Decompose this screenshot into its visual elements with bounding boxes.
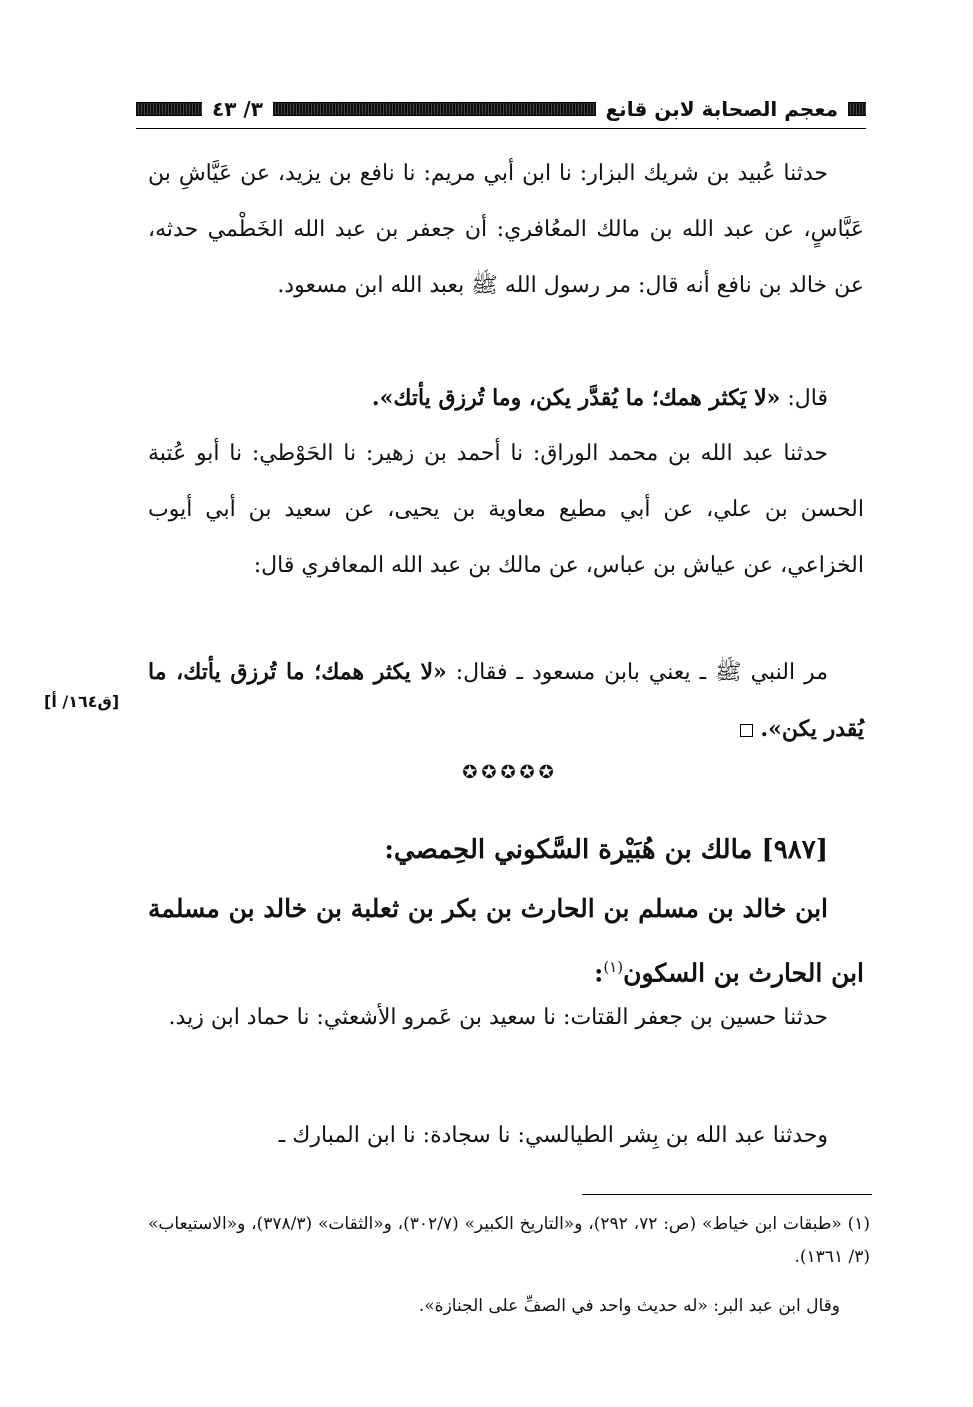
header-ornament-bar: [136, 102, 202, 116]
end-square-icon: [740, 724, 753, 737]
header-title: معجم الصحابة لابن قانع: [605, 97, 838, 121]
footnote-1: (١) «طبقات ابن خياط» (ص: ٧٢، ٢٩٢)، و«التاريخ الكبير» (٣٠٢/٧)، و«الثقات» (٣٧٨/٣)، و«الاستيعاب» (٣/ ١٣٦١).: [148, 1214, 871, 1267]
paragraph-isnad-1: حدثنا عُبيد بن شريك البزار: نا ابن أبي مريم: نا نافع بن يزيد، عن عَيَّاشِ بن عَبَّاسٍ، عن عبد الله بن مالك المعُافري: أن جعفر بن عبد الله الخَطْمي حدثه، عن خالد بن نافع أنه قال: مر رسول الله ﷺ بعبد الله ابن مسعود.: [148, 161, 864, 298]
paragraph-isnad-4: وحدثنا عبد الله بن بِشر الطيالسي: نا سجادة: نا ابن المبارك ـ: [278, 1123, 828, 1148]
header-ornament-bar: [848, 102, 866, 116]
entry-heading: [٩٨٧] مالك بن هُبَيْرة السَّكوني الحِمصي:: [384, 835, 828, 865]
lineage-end: :: [594, 958, 604, 988]
paragraph-isnad-2: حدثنا عبد الله بن محمد الوراق: نا أحمد بن زهير: نا الحَوْطي: نا أبو عُتبة الحسن بن علي، عن أبي مطيع معاوية بن يحيى، عن سعيد بن أبي أيوب الخزاعي، عن عياش بن عباس، عن مالك بن عبد الله المعافري قال:: [148, 441, 864, 578]
paragraph-isnad-3: حدثنا حسين بن جعفر القتات: نا سعيد بن عَمرو الأشعثي: نا حماد ابن زيد.: [168, 1005, 828, 1030]
lineage-text: ابن خالد بن مسلم بن الحارث بن بكر بن ثعلبة بن خالد بن مسلمة ابن الحارث بن السكون: [148, 894, 864, 988]
footnote-marker: (١): [603, 958, 624, 976]
footnote-rule: [582, 1194, 872, 1195]
quote-lead: مر النبي ﷺ ـ يعني بابن مسعود ـ فقال:: [446, 660, 828, 685]
footnote-1-continuation: وقال ابن عبد البر: «له حديث واحد في الصفِّ على الجنازة».: [418, 1296, 840, 1316]
entry-lineage: [148, 880, 864, 1002]
header-rule: [136, 128, 866, 129]
hadith-quote: «لا يَكثر همك؛ ما يُقدَّر يكن، وما تُرزق يأتك».: [371, 385, 781, 411]
hadith-quote: «لا يكثر همك؛ ما تُرزق يأتك، ما يُقدر يكن».: [148, 659, 864, 742]
running-header: [136, 94, 866, 124]
header-ornament-bar: [273, 102, 596, 116]
paragraph-quote-1: [148, 370, 864, 427]
manuscript-margin-ref: [ق١٦٤/ أ]: [44, 692, 120, 711]
paragraph-quote-2: [148, 644, 864, 758]
page-number: ٣/ ٤٣: [212, 97, 263, 121]
quote-lead: قال:: [780, 386, 828, 411]
section-separator-stars: ✪✪✪✪✪: [462, 762, 558, 783]
